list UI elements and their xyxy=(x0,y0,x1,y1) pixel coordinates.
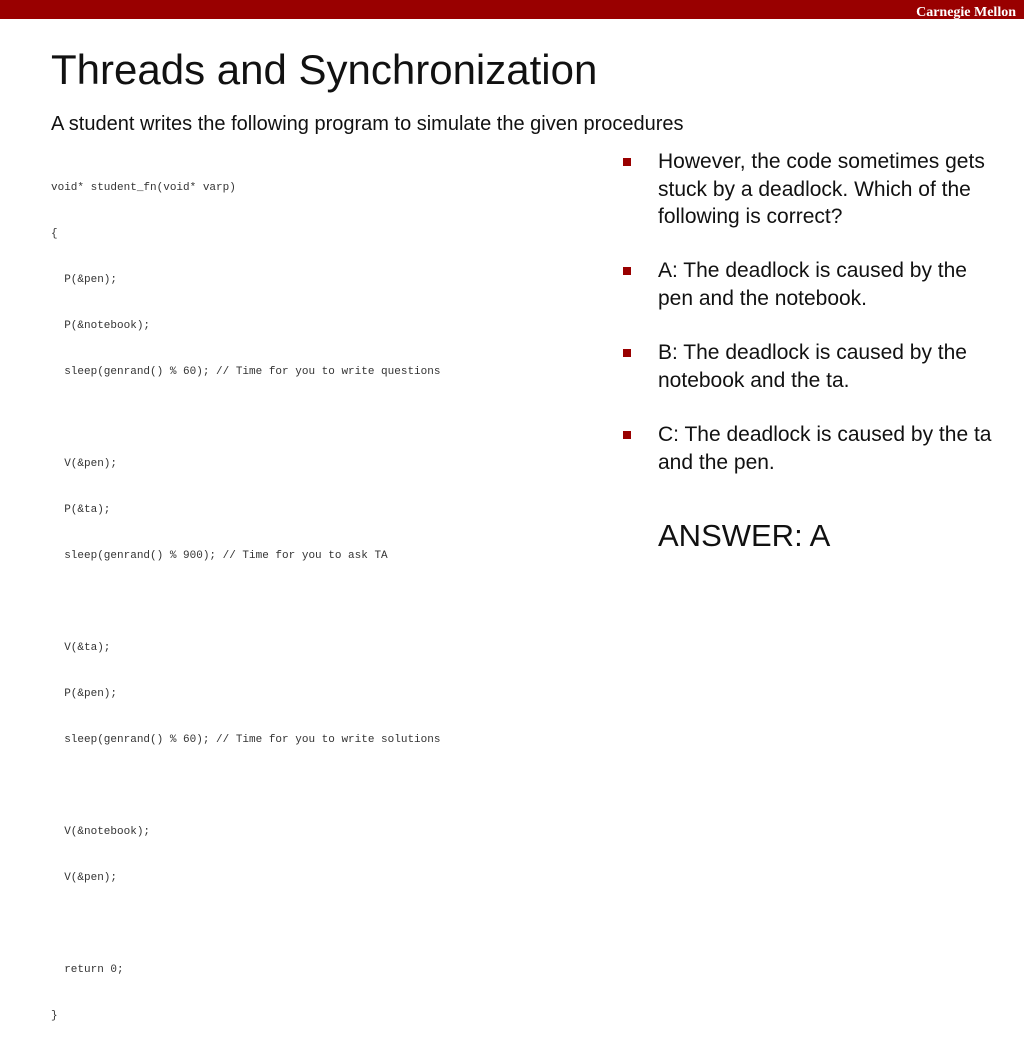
square-bullet-icon xyxy=(623,431,631,439)
code-line: { xyxy=(51,227,58,240)
code-line xyxy=(51,917,440,932)
code-line xyxy=(51,411,440,426)
code-line: P(&ta); xyxy=(51,503,111,516)
slide-title: Threads and Synchronization xyxy=(51,46,598,93)
code-line: return 0; xyxy=(51,964,124,977)
code-line: V(&ta); xyxy=(51,642,111,654)
code-line: sleep(genrand() % 60); // Time for you to write questions xyxy=(51,365,441,378)
slide-subtitle: A student writes the following program to simulate the given procedures xyxy=(51,113,684,135)
header-bar xyxy=(0,0,1024,19)
code-line: P(&notebook); xyxy=(51,319,151,332)
bullet-text: However, the code sometimes gets stuck by a deadlock. Which of the following is correct? xyxy=(658,150,985,228)
brand-logo-text: Carnegie Mellon xyxy=(916,5,1016,20)
bullet-text: B: The deadlock is caused by the notebook and the ta. xyxy=(658,341,967,392)
code-line: P(&pen); xyxy=(51,688,118,701)
code-block xyxy=(51,150,440,1040)
code-line: V(&pen); xyxy=(51,872,118,885)
square-bullet-icon xyxy=(623,158,631,166)
bullet-text: A: The deadlock is caused by the pen and the notebook. xyxy=(658,259,967,310)
code-line: sleep(genrand() % 60); // Time for you to write solutions xyxy=(51,734,441,747)
code-line xyxy=(51,595,440,610)
answer-text: ANSWER: A xyxy=(658,518,831,553)
code-line xyxy=(51,779,440,794)
code-line: void* student_fn(void* varp) xyxy=(51,181,236,194)
square-bullet-icon xyxy=(623,267,631,275)
square-bullet-icon xyxy=(623,349,631,357)
code-line: } xyxy=(51,1010,58,1023)
code-line: V(&pen); xyxy=(51,457,118,470)
code-line: sleep(genrand() % 900); // Time for you to ask TA xyxy=(51,549,388,562)
bullet-text: C: The deadlock is caused by the ta and the pen. xyxy=(658,423,992,474)
code-line: P(&pen); xyxy=(51,273,118,286)
code-line: V(&notebook); xyxy=(51,826,151,839)
